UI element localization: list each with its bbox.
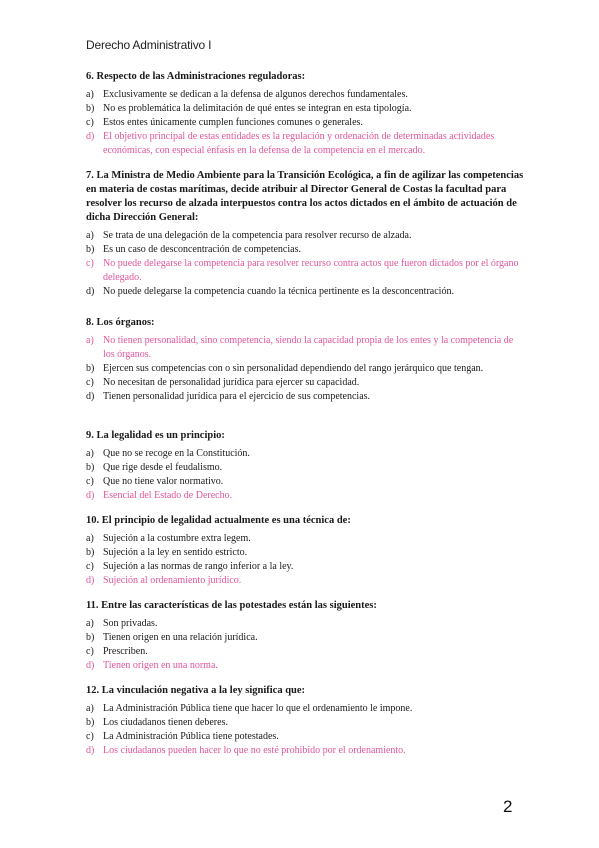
option-c	[86, 376, 526, 390]
option-text: Se trata de una delegación de la competencia para resolver recurso de alzada.	[103, 230, 412, 241]
option-d-correct	[86, 744, 412, 758]
option-list	[86, 447, 250, 503]
option-a	[86, 447, 250, 461]
option-text: No es problemática la delimitación de qué entes se integran en esta tipología.	[103, 103, 412, 114]
option-d-correct	[86, 659, 377, 673]
option-text: Es un caso de desconcentración de competencias.	[103, 244, 301, 255]
option-text: Los ciudadanos pueden hacer lo que no esté prohibido por el ordenamiento.	[103, 745, 406, 756]
option-c	[86, 730, 412, 744]
option-text: Tienen origen en una norma.	[103, 660, 218, 671]
option-text: No puede delegarse la competencia cuando la técnica pertinente es la desconcentración.	[103, 286, 454, 297]
document-header: Derecho Administrativo I	[86, 38, 212, 52]
option-c	[86, 475, 250, 489]
option-text: Exclusivamente se dedican a la defensa de algunos derechos fundamentales.	[103, 89, 408, 100]
option-text: La Administración Pública tiene potestades.	[103, 731, 279, 742]
option-text: Tienen personalidad jurídica para el ejercicio de sus competencias.	[103, 391, 371, 402]
option-letter: c)	[86, 476, 94, 487]
option-d-correct	[86, 130, 526, 158]
question-11	[86, 599, 377, 678]
option-text: Que rige desde el feudalismo.	[103, 462, 223, 473]
option-list	[86, 229, 526, 299]
option-list	[86, 617, 377, 673]
option-list	[86, 334, 526, 404]
option-letter: b)	[86, 103, 95, 114]
question-title: 10. El principio de legalidad actualmente es una técnica de:	[86, 515, 351, 526]
option-letter: c)	[86, 731, 94, 742]
option-letter: d)	[86, 745, 95, 756]
option-letter: d)	[86, 490, 95, 501]
question-title: 8. Los órganos:	[86, 317, 155, 328]
option-b	[86, 631, 377, 645]
question-title: 7. La Ministra de Medio Ambiente para la Transición Ecológica, a fin de agilizar las competencias en materia de costas marítimas, decide atribuir al Director General de Costas la facultad para resolver los recurso de alzada interpuestos contra los actos dictados en el ámbito de actuación de dicha Dirección General:	[86, 170, 524, 223]
option-b	[86, 102, 526, 116]
option-a-correct	[86, 334, 526, 362]
question-9	[86, 429, 250, 508]
option-text: Ejercen sus competencias con o sin personalidad dependiendo del rango jerárquico que tengan.	[103, 363, 484, 374]
option-b	[86, 243, 526, 257]
question-12	[86, 684, 412, 763]
option-text: Esencial del Estado de Derecho.	[103, 490, 233, 501]
question-title: 9. La legalidad es un principio:	[86, 430, 225, 441]
option-letter: a)	[86, 703, 94, 714]
option-text: Que no se recoge en la Constitución.	[103, 448, 250, 459]
option-letter: d)	[86, 131, 95, 142]
option-text: La Administración Pública tiene que hacer lo que el ordenamiento le impone.	[103, 703, 413, 714]
option-text: Que no tiene valor normativo.	[103, 476, 224, 487]
option-letter: b)	[86, 547, 95, 558]
option-letter: a)	[86, 448, 94, 459]
option-text: Son privadas.	[103, 618, 158, 629]
option-b	[86, 362, 526, 376]
question-10	[86, 514, 351, 593]
option-letter: d)	[86, 660, 95, 671]
option-letter: d)	[86, 391, 95, 402]
option-letter: c)	[86, 377, 94, 388]
option-c-correct	[86, 257, 526, 285]
option-a	[86, 702, 412, 716]
option-letter: b)	[86, 632, 95, 643]
question-title: 6. Respecto de las Administraciones reguladoras:	[86, 71, 306, 82]
option-text: Tienen origen en una relación jurídica.	[103, 632, 258, 643]
option-list	[86, 702, 412, 758]
option-letter: a)	[86, 89, 94, 100]
option-text: El objetivo principal de estas entidades es la regulación y ordenación de determinadas actividades económicas, con especial énfasis en la defensa de la competencia en el mercado.	[103, 131, 495, 156]
option-list	[86, 88, 526, 158]
option-letter: d)	[86, 286, 95, 297]
option-letter: c)	[86, 117, 94, 128]
option-text: Los ciudadanos tienen deberes.	[103, 717, 228, 728]
option-letter: c)	[86, 646, 94, 657]
question-title: 11. Entre las características de las potestades están las siguientes:	[86, 600, 377, 611]
question-title: 12. La vinculación negativa a la ley significa que:	[86, 685, 306, 696]
option-a	[86, 532, 351, 546]
option-letter: c)	[86, 258, 94, 269]
option-d	[86, 390, 526, 404]
option-c	[86, 645, 377, 659]
option-c	[86, 560, 351, 574]
option-letter: a)	[86, 533, 94, 544]
option-letter: a)	[86, 335, 94, 346]
question-6	[86, 70, 526, 163]
option-letter: a)	[86, 230, 94, 241]
option-letter: b)	[86, 363, 95, 374]
option-letter: c)	[86, 561, 94, 572]
question-7	[86, 169, 526, 304]
option-text: Sujeción a la ley en sentido estricto.	[103, 547, 248, 558]
option-b	[86, 716, 412, 730]
page-number: 2	[503, 797, 513, 816]
option-letter: b)	[86, 462, 95, 473]
option-text: Sujeción al ordenamiento jurídico.	[103, 575, 242, 586]
option-d-correct	[86, 489, 250, 503]
option-b	[86, 546, 351, 560]
option-letter: a)	[86, 618, 94, 629]
option-a	[86, 617, 377, 631]
option-c	[86, 116, 526, 130]
question-8	[86, 316, 526, 409]
option-b	[86, 461, 250, 475]
option-text: Sujeción a las normas de rango inferior a la ley.	[103, 561, 294, 572]
option-text: Sujeción a la costumbre extra legem.	[103, 533, 251, 544]
option-d-correct	[86, 574, 351, 588]
option-a	[86, 88, 526, 102]
option-text: No puede delegarse la competencia para resolver recurso contra actos que fueron dictados por el órgano delegado.	[103, 258, 519, 283]
option-text: No necesitan de personalidad jurídica para ejercer su capacidad.	[103, 377, 360, 388]
option-letter: b)	[86, 244, 95, 255]
option-a	[86, 229, 526, 243]
option-text: Prescriben.	[103, 646, 148, 657]
option-text: Estos entes únicamente cumplen funciones comunes o generales.	[103, 117, 363, 128]
option-letter: b)	[86, 717, 95, 728]
option-list	[86, 532, 351, 588]
option-d	[86, 285, 526, 299]
option-text: No tienen personalidad, sino competencia, siendo la capacidad propia de los entes y la competencia de los órganos.	[103, 335, 514, 360]
option-letter: d)	[86, 575, 95, 586]
